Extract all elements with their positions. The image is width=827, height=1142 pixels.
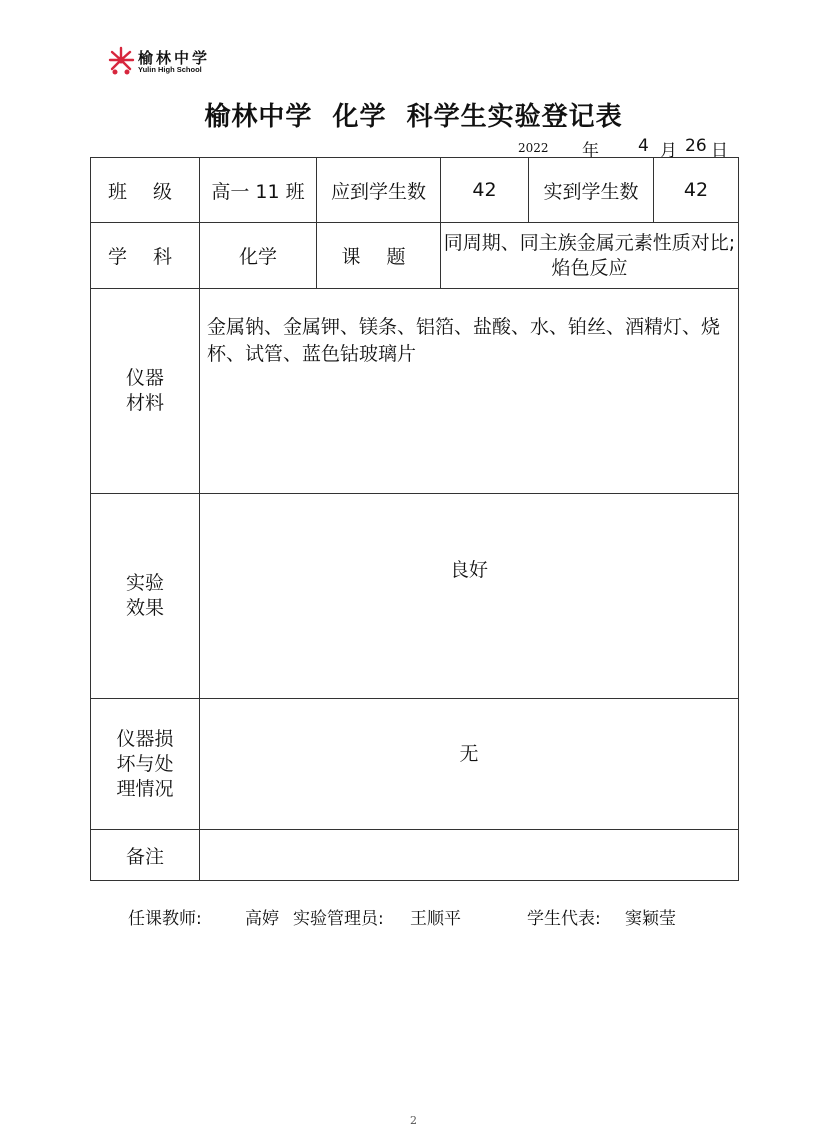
topic-label: 课 题 [317, 223, 441, 289]
actual-students-label: 实到学生数 [529, 158, 654, 223]
effect-value: 良好 [449, 558, 488, 581]
materials-value: 金属钠、金属钾、镁条、铝箔、盐酸、水、铂丝、酒精灯、烧杯、试管、蓝色钴玻璃片 [200, 289, 739, 494]
date-year-label: 年 [582, 141, 599, 161]
date-month: 4 [638, 136, 649, 156]
registration-table [90, 157, 739, 881]
materials-label-line1: 仪器 [125, 367, 164, 389]
remarks-label: 备注 [91, 830, 200, 881]
logo-chinese-text: 榆林中学 [138, 49, 211, 67]
damage-row [91, 699, 739, 830]
topic-value: 同周期、同主族金属元素性质对比;焰色反应 [441, 223, 739, 289]
page-title: 榆林中学 化学 科学生实验登记表 [204, 102, 623, 132]
signature-footer [0, 904, 827, 928]
class-value: 高一 11 班 [200, 158, 317, 223]
class-label: 班 级 [91, 158, 200, 223]
subject-label: 学 科 [91, 223, 200, 289]
date-year: 2022 [518, 141, 549, 155]
materials-label [91, 289, 200, 494]
student-rep-name: 窦颖莹 [625, 909, 676, 929]
date-day-label: 日 [711, 141, 728, 161]
date-row [0, 136, 827, 161]
date-month-label: 月 [660, 141, 677, 161]
damage-label-line2: 坏与处 [116, 752, 174, 775]
class-row [91, 158, 739, 223]
page-number: 2 [410, 1114, 417, 1127]
effect-label-line2: 效果 [125, 597, 164, 619]
remarks-value [200, 830, 739, 881]
student-rep-label: 学生代表: [527, 909, 601, 929]
damage-cell [200, 699, 739, 830]
remarks-row [91, 830, 739, 881]
lab-admin-name: 王顺平 [410, 909, 461, 929]
materials-label-line2: 材料 [125, 392, 164, 414]
effect-label [91, 494, 200, 699]
teacher-name: 高婷 [245, 909, 279, 929]
damage-value: 无 [459, 742, 479, 765]
actual-students-value: 42 [654, 158, 739, 223]
effect-cell [200, 494, 739, 699]
damage-label-line1: 仪器损 [116, 727, 174, 750]
teacher-label: 任课教师: [128, 909, 202, 929]
date-day: 26 [685, 136, 707, 156]
school-logo-icon [106, 44, 136, 76]
expected-students-value: 42 [441, 158, 529, 223]
subject-value: 化学 [200, 223, 317, 289]
subject-row [91, 223, 739, 289]
materials-row [91, 289, 739, 494]
damage-label-line3: 理情况 [116, 777, 174, 800]
lab-admin-label: 实验管理员: [293, 909, 384, 929]
expected-students-label: 应到学生数 [317, 158, 441, 223]
school-logo [106, 44, 236, 78]
effect-row [91, 494, 739, 699]
damage-label [91, 699, 200, 830]
logo-english-text: Yulin High School [138, 65, 202, 74]
effect-label-line1: 实验 [125, 572, 164, 594]
